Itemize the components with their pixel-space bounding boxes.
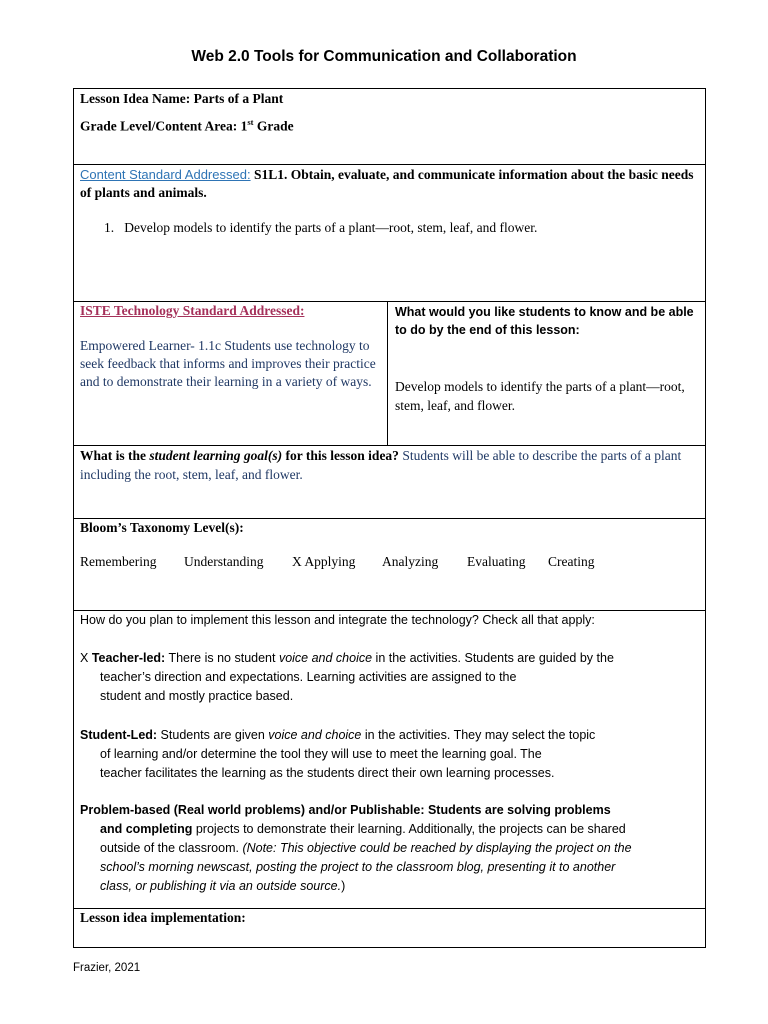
teacher-led-italic: voice and choice xyxy=(278,651,373,665)
lesson-name-label: Lesson Idea Name: xyxy=(80,91,194,106)
problem-based-note-1: (Note: This objective could be reached by displaying the project on the xyxy=(242,841,632,855)
problem-based-plain: outside of the classroom. xyxy=(100,841,243,855)
student-led-text-2: in the activities. They may select the topic xyxy=(361,728,596,742)
list-number: 1. xyxy=(104,220,115,235)
lesson-name xyxy=(80,91,283,107)
teacher-led-line-3: student and mostly practice based. xyxy=(100,689,294,703)
iste-objectives-section xyxy=(74,301,705,445)
blooms-level-evaluating: Evaluating xyxy=(467,554,526,569)
content-standard-item xyxy=(104,220,537,236)
blooms-level-analyzing: Analyzing xyxy=(382,554,439,569)
teacher-led-text-2: in the activities. Students are guided by the xyxy=(372,651,614,665)
footer-credit: Frazier, 2021 xyxy=(73,962,141,974)
know-do-answer: Develop models to identify the parts of a plant—root, stem, leaf, and flower. xyxy=(395,379,685,413)
implementation-question: How do you plan to implement this lesson and integrate the technology? Check all that apply: xyxy=(80,613,595,627)
problem-based-close-paren: ) xyxy=(341,879,346,893)
content-standard-section xyxy=(74,164,705,301)
problem-based-text: projects to demonstrate their learning. Additionally, the projects can be shared xyxy=(192,822,626,836)
teacher-led-line-2: teacher’s direction and expectations. Learning activities are assigned to the xyxy=(100,670,517,684)
iste-cell xyxy=(74,302,388,445)
blooms-level-creating: Creating xyxy=(548,554,595,569)
problem-based-line-3 xyxy=(80,839,632,858)
student-led-italic: voice and choice xyxy=(268,728,362,742)
grade-level xyxy=(80,117,294,135)
student-led-line-3: teacher facilitates the learning as the students direct their own learning processes. xyxy=(100,766,555,780)
problem-based-note-3: class, or publishing it via an outside source. xyxy=(100,879,342,893)
lesson-plan-form xyxy=(73,88,706,948)
iste-label: ISTE Technology Standard Addressed: xyxy=(80,303,305,318)
content-standard xyxy=(80,166,700,202)
learning-goal-section xyxy=(74,445,705,518)
blooms-level-applying: X Applying xyxy=(292,554,356,569)
teacher-led-label: Teacher-led: xyxy=(91,651,166,665)
learning-goal-answer: Students will be able to describe the parts of a plant including the root, stem, leaf, and flower. xyxy=(80,448,682,482)
page-title: Web 2.0 Tools for Communication and Collaboration xyxy=(191,48,577,65)
learning-goal-q-italic: student learning goal(s) xyxy=(149,448,283,463)
blooms-section xyxy=(74,518,705,610)
iste-standard-text: Empowered Learner- 1.1c Students use technology to seek feedback that informs and improves their practice and to demonstrate their learning in a variety of ways. xyxy=(80,338,376,389)
blooms-label: Bloom’s Taxonomy Level(s): xyxy=(80,520,244,535)
student-led-line-1 xyxy=(80,726,595,745)
list-item-text: Develop models to identify the parts of a plant—root, stem, leaf, and flower. xyxy=(124,220,538,235)
blooms-level-understanding: Understanding xyxy=(184,554,264,569)
teacher-led-text-1: There is no student xyxy=(165,651,279,665)
grade-level-label: Grade Level/Content Area: 1 xyxy=(80,118,248,134)
problem-based-line-5 xyxy=(80,877,345,896)
content-standard-label: Content Standard Addressed: xyxy=(80,167,251,182)
content-standard-code: S1L1. Obtain, evaluate, and communicate information about the basic needs of plants and animals. xyxy=(80,167,694,200)
lesson-info-section xyxy=(74,89,705,164)
learning-goal-q1: What is the xyxy=(80,448,150,463)
lesson-name-value: Parts of a Plant xyxy=(193,91,284,106)
teacher-led-line-1 xyxy=(80,649,614,668)
learning-goal xyxy=(80,446,700,484)
student-led-label: Student-Led: xyxy=(80,728,158,742)
know-do-question: What would you like students to know and be able to do by the end of this lesson: xyxy=(395,305,694,337)
student-led-line-2: of learning and/or determine the tool they will use to meet the learning goal. The xyxy=(100,747,542,761)
problem-based-line-4 xyxy=(80,858,615,877)
learning-goal-q2: for this lesson idea? xyxy=(282,448,399,463)
problem-based-note-2: school’s morning newscast, posting the project to the classroom blog, presenting it to another xyxy=(100,860,616,874)
implementation-plan-section xyxy=(74,610,705,908)
problem-based-bold: and completing xyxy=(100,822,193,836)
lesson-implementation-label: Lesson idea implementation: xyxy=(80,910,246,925)
teacher-led-marker: X xyxy=(80,651,92,665)
blooms-level-remembering: Remembering xyxy=(80,554,157,569)
lesson-implementation-section xyxy=(74,908,705,948)
problem-based-line-2 xyxy=(80,820,626,839)
grade-level-suffix: st xyxy=(247,117,254,127)
student-led-text-1: Students are given xyxy=(157,728,269,742)
problem-based-line-1: Problem-based (Real world problems) and/or Publishable: Students are solving problems xyxy=(80,803,611,817)
grade-level-value: Grade xyxy=(253,118,294,134)
